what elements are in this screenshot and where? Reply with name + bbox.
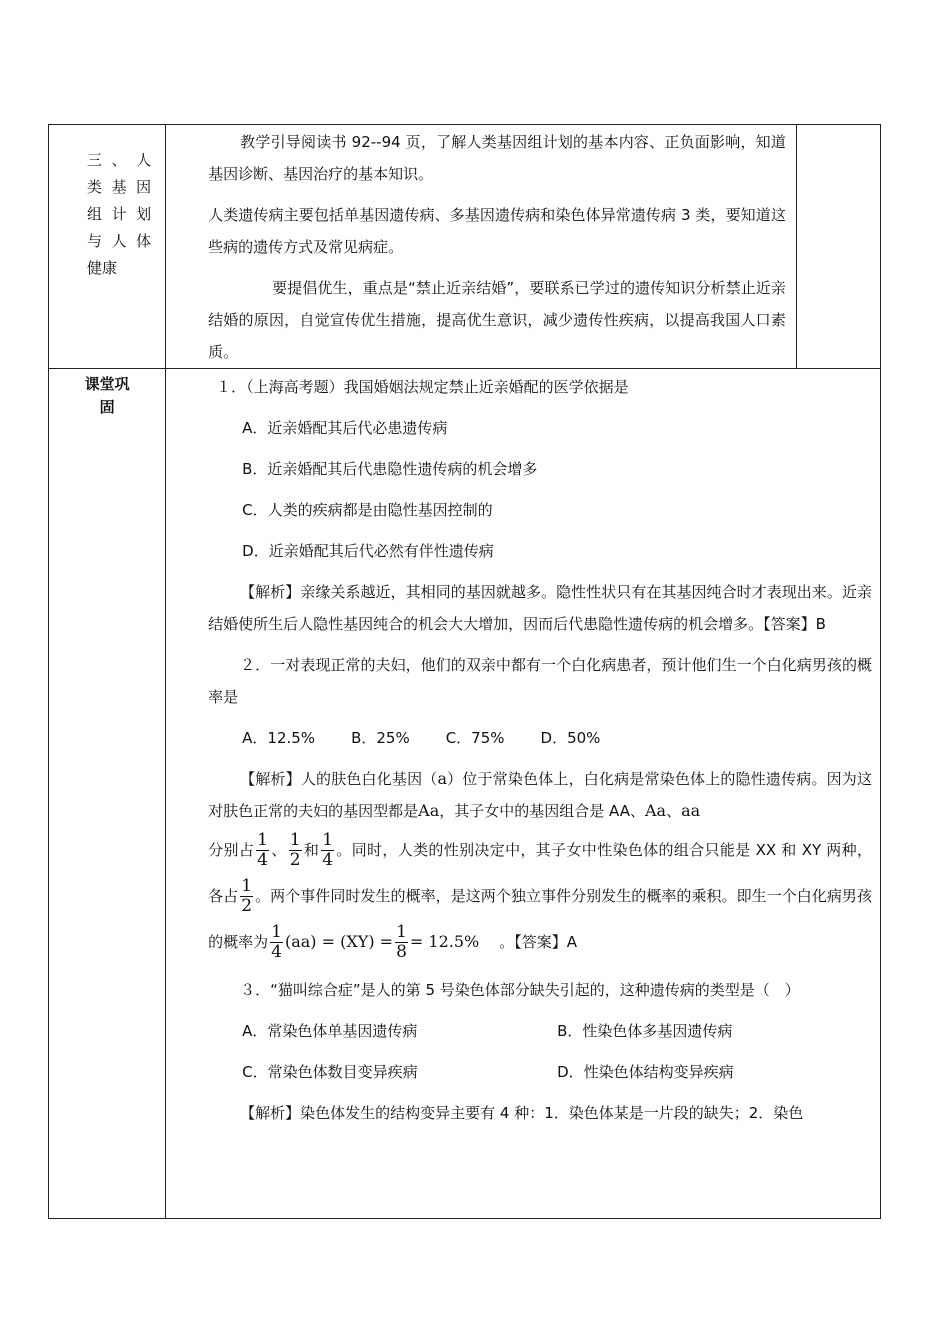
section-label-line: 三 、 人 xyxy=(87,151,152,169)
q1-option-b: B．近亲婚配其后代患隐性遗传病的机会增多 xyxy=(242,460,538,478)
q2-analysis-text: 。同时，人类的性别决定中，其子女中性染色体的组合只能是 XX 和 XY 两种，各占 xyxy=(208,841,872,905)
q3-option-d: D．性染色体结构变异疾病 xyxy=(557,1063,734,1081)
section-content-cell xyxy=(166,125,797,369)
formula-text: (aa) = (XY) = xyxy=(284,932,394,951)
practice-label xyxy=(49,369,165,419)
gene-symbol: Aa xyxy=(418,801,440,820)
q3-option-a: A．常染色体单基因遗传病 xyxy=(242,1022,418,1040)
q2-options xyxy=(208,722,872,754)
section-row xyxy=(49,125,881,369)
fraction xyxy=(270,923,283,962)
q3-option-b: B．性染色体多基因遗传病 xyxy=(557,1022,733,1040)
q2-option-a: A．12.5% xyxy=(242,729,316,747)
section-paragraph-2: 人类遗传病主要包括单基因遗传病、多基因遗传病和染色体异常遗传病 3 类，要知道这些病的遗传方式及常见病症。 xyxy=(208,206,786,256)
q2-option-c: C．75% xyxy=(445,729,505,747)
q2-analysis-text: ）位于常染色体上，白化病是常染色体上的隐性遗传病。因为这对肤色正常的夫妇的基因型都是 xyxy=(208,770,872,820)
fraction-denominator: 4 xyxy=(322,850,334,870)
q2-option-d: D．50% xyxy=(540,729,601,747)
section-label-line: 与 人 体 xyxy=(87,232,152,250)
formula-text: = 12.5% xyxy=(409,932,480,951)
q2-analysis-text: ，其子女中的基因组合是 AA、 xyxy=(439,802,645,820)
q2-analysis xyxy=(208,763,872,827)
practice-row xyxy=(49,369,881,1219)
section-paragraph-1: 教学引导阅读书 92--94 页，了解人类基因组计划的基本内容、正负面影响，知道基因诊断、基因治疗的基本知识。 xyxy=(208,133,786,183)
fraction xyxy=(240,877,253,916)
q2-analysis-text: 。两个事件同时发生的概率，是这两个独立事件分别发生的概率的乘积。即生一个白化病男孩的概率为 xyxy=(208,887,872,951)
q2-analysis-text: 、 xyxy=(666,802,682,820)
q2-stem: ２．一对表现正常的夫妇，他们的双亲中都有一个白化病患者，预计他们生一个白化病男孩的概率是 xyxy=(208,656,872,706)
q1-option-c: C．人类的疾病都是由隐性基因控制的 xyxy=(242,501,493,519)
fraction-denominator: 4 xyxy=(271,942,282,962)
fraction-numerator: 1 xyxy=(257,830,268,850)
section-label-cell xyxy=(49,125,166,369)
q2-analysis-text: 【解析】人的肤色白化基因（ xyxy=(240,770,438,788)
fraction-numerator: 1 xyxy=(241,876,253,896)
fraction-numerator: 1 xyxy=(396,922,407,942)
gene-symbol: a xyxy=(437,769,447,788)
q2-analysis-text: 分别占 xyxy=(208,841,255,859)
practice-content-cell xyxy=(166,369,881,1219)
fraction-denominator: 2 xyxy=(289,850,301,870)
q3-options-row-1 xyxy=(208,1015,872,1047)
q1-option-d: D．近亲婚配其后代必然有伴性遗传病 xyxy=(242,542,494,560)
section-label xyxy=(49,125,165,282)
fraction-denominator: 4 xyxy=(257,850,268,870)
fraction xyxy=(395,923,408,962)
fraction-numerator: 1 xyxy=(271,922,282,942)
q1-option-a: A．近亲婚配其后代必患遗传病 xyxy=(242,419,448,437)
fraction-numerator: 1 xyxy=(322,830,334,850)
fraction xyxy=(256,831,269,870)
q2-option-b: B．25% xyxy=(351,729,410,747)
q3-option-c: C．常染色体数目变异疾病 xyxy=(242,1063,418,1081)
gene-symbol: aa xyxy=(681,801,701,820)
section-notes-cell xyxy=(796,125,880,369)
q1-stem: １．（上海高考题）我国婚姻法规定禁止近亲婚配的医学依据是 xyxy=(216,378,629,396)
section-label-line: 组 计 划 xyxy=(87,205,152,223)
lesson-table xyxy=(48,124,881,1219)
q2-analysis-fractions xyxy=(208,827,872,965)
q2-answer: 。【答案】A xyxy=(499,933,577,951)
q3-stem: ３．“猫叫综合症”是人的第 5 号染色体部分缺失引起的，这种遗传病的类型是（ ） xyxy=(240,981,800,999)
fraction-denominator: 2 xyxy=(241,896,253,916)
practice-label-cell xyxy=(49,369,166,1219)
practice-label-line: 课堂巩 xyxy=(84,375,130,393)
q3-options-row-2 xyxy=(208,1056,872,1088)
section-label-line: 健康 xyxy=(87,259,118,277)
fraction xyxy=(289,831,302,870)
probability-formula xyxy=(268,922,480,962)
q2-analysis-text: 、 xyxy=(271,841,287,859)
fraction-denominator: 8 xyxy=(396,942,407,962)
gene-symbol: Aa xyxy=(644,801,667,820)
q1-analysis: 【解析】亲缘关系越近，其相同的基因就越多。隐性性状只有在其基因纯合时才表现出来。近亲结婚使所生后人隐性基因纯合的机会大大增加，因而后代患隐性遗传病的机会增多。【答案】B xyxy=(208,583,872,633)
fraction xyxy=(321,831,334,870)
practice-label-line: 固 xyxy=(99,398,115,416)
section-paragraph-3: 要提倡优生，重点是“禁止近亲结婚”，要联系已学过的遗传知识分析禁止近亲结婚的原因，自觉宣传优生措施，提高优生意识，减少遗传性疾病，以提高我国人口素质。 xyxy=(208,279,786,361)
fraction-numerator: 1 xyxy=(289,830,301,850)
section-label-line: 类 基 因 xyxy=(87,178,152,196)
q2-analysis-text: 和 xyxy=(303,841,320,859)
q3-analysis: 【解析】染色体发生的结构变异主要有 4 种：1．染色体某是一片段的缺失；2．染色 xyxy=(240,1104,804,1122)
